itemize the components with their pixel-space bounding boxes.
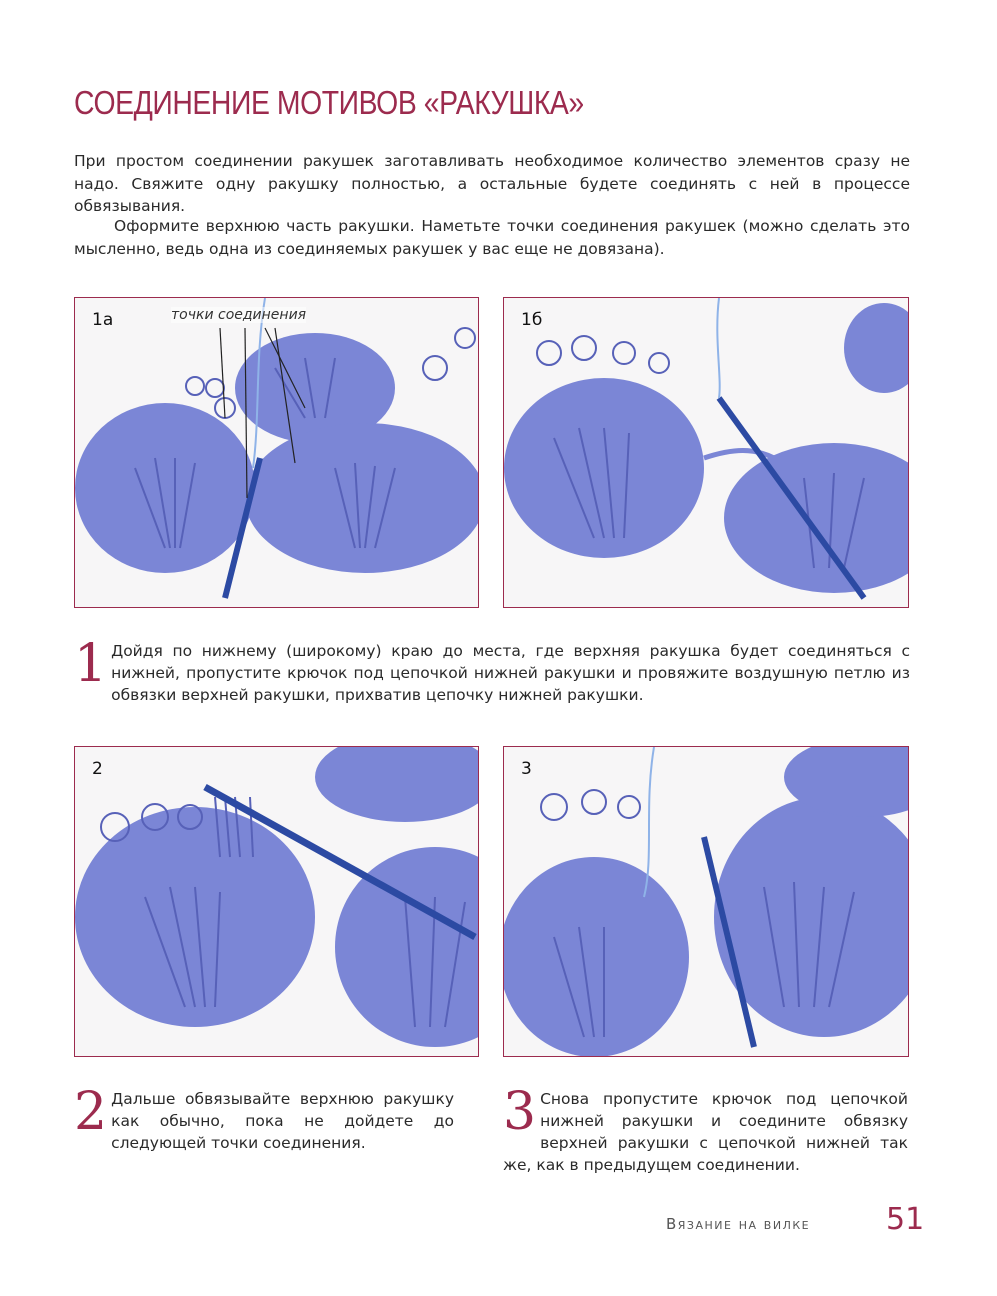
photo-annotation: точки соединения bbox=[171, 307, 307, 323]
photo-label: 2 bbox=[92, 759, 103, 779]
crochet-shells-photo bbox=[504, 747, 908, 1056]
photo-3 bbox=[503, 746, 909, 1057]
photo-label: 3 bbox=[521, 759, 532, 779]
photo-1b bbox=[503, 297, 909, 608]
step-3 bbox=[503, 1082, 908, 1176]
photo-1a bbox=[74, 297, 479, 608]
step-text: Снова пропустите крючок под цепочкой нижней ракушки и соедините обвязку верхней ракушки с цепочкой нижней так же, как в предыдущем соединении. bbox=[503, 1090, 908, 1174]
footer-book-title: Вязание на вилке bbox=[666, 1215, 811, 1233]
photo-2 bbox=[74, 746, 479, 1057]
step-text: Дойдя по нижнему (широкому) краю до места, где верхняя ракушка будет соединяться с нижней, пропустите крючок под цепочкой нижней ракушки и провяжите воздушную петлю из обвязки верхней ракушки, прихватив цепочку нижней ракушки. bbox=[111, 642, 910, 704]
page-number: 51 bbox=[886, 1202, 925, 1237]
crochet-shells-photo bbox=[75, 298, 478, 607]
step-number: 1 bbox=[74, 634, 108, 694]
step-number: 3 bbox=[503, 1082, 537, 1142]
photo-label: 1б bbox=[521, 310, 543, 330]
step-number: 2 bbox=[74, 1082, 108, 1142]
crochet-shells-photo bbox=[504, 298, 908, 607]
intro-paragraph-1: При простом соединении ракушек заготавливать необходимое количество элементов сразу не надо. Свяжите одну ракушку полностью, а остальные будете соединять с ней в процессе обвязывания. bbox=[74, 152, 910, 215]
crochet-shells-photo bbox=[75, 747, 478, 1056]
step-1 bbox=[74, 634, 910, 706]
photo-label: 1а bbox=[92, 310, 114, 330]
page-title: СОЕДИНЕНИЕ МОТИВОВ «РАКУШКА» bbox=[74, 84, 584, 121]
step-text: Дальше обвязывайте верхнюю ракушку как обычно, пока не дойдете до следующей точки соединения. bbox=[111, 1090, 454, 1152]
intro-paragraph-2: Оформите верхнюю часть ракушки. Наметьте точки соединения ракушек (можно сделать это мысленно, ведь одна из соединяемых ракушек у вас еще не довязана). bbox=[74, 217, 910, 258]
step-2 bbox=[74, 1082, 454, 1154]
